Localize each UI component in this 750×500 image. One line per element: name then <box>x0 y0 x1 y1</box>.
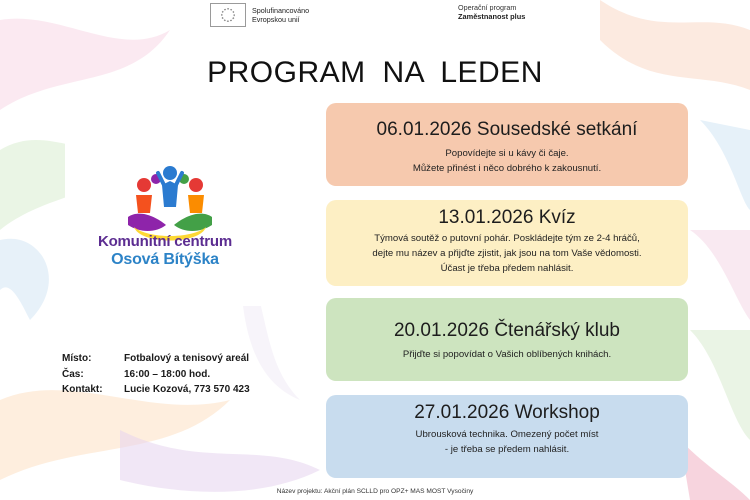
event-description: Popovídejte si u kávy či čaje. <box>445 148 569 159</box>
logo-name-line2: Osová Bítýška <box>111 251 219 268</box>
info-value: Lucie Kozová, 773 570 423 <box>124 384 250 395</box>
page-title: PROGRAM NA LEDEN <box>207 56 543 89</box>
op-text-line1: Operační program <box>458 3 517 12</box>
event-description: Týmová soutěž o putovní pohár. Poskládejte tým ze 2-4 hráčů, <box>374 233 640 244</box>
eu-star <box>233 14 235 16</box>
community-centre-logo <box>65 130 265 306</box>
eu-star <box>221 14 223 16</box>
info-label: Kontakt: <box>62 384 103 395</box>
eu-cofunding-logo <box>210 2 340 28</box>
eu-star <box>222 11 224 13</box>
logo-name-line1: Komunitní centrum <box>97 233 233 250</box>
event-card-workshop <box>326 395 688 478</box>
event-card-neighbours-meeting <box>326 103 688 186</box>
op-text-line2: Zaměstnanost plus <box>458 12 526 21</box>
eu-star <box>227 20 229 22</box>
eu-star <box>230 9 232 11</box>
event-card-book-club <box>326 298 688 381</box>
eu-star <box>233 11 235 13</box>
operational-programme-logo <box>458 3 568 21</box>
event-title: 13.01.2026 Kvíz <box>438 207 576 228</box>
event-title: 20.01.2026 Čtenářský klub <box>393 320 621 341</box>
eu-star <box>222 17 224 19</box>
info-row-time <box>62 367 250 383</box>
event-title: 06.01.2026 Sousedské setkání <box>376 119 638 140</box>
event-description: - je třeba se předem nahlásit. <box>444 444 570 455</box>
event-description: dejte mu název a přijďte zjistit, jak jsou na tom Vaše vědomosti. <box>372 248 642 259</box>
event-description: Můžete přinést i něco dobrého k zakousnutí. <box>412 163 602 174</box>
eu-text-line2: Evropskou unií <box>252 15 300 24</box>
eu-star <box>224 20 226 22</box>
info-row-contact <box>62 382 250 398</box>
info-value: 16:00 – 18:00 hod. <box>124 368 211 380</box>
eu-star <box>227 8 229 10</box>
info-row-place <box>62 351 250 367</box>
eu-text-line1: Spolufinancováno <box>252 6 310 15</box>
event-description: Účast je třeba předem nahlásit. <box>440 263 574 274</box>
event-card-quiz <box>326 200 688 286</box>
info-value: Fotbalový a tenisový areál <box>124 353 250 364</box>
info-label: Čas: <box>62 368 84 380</box>
info-label: Místo: <box>62 353 92 364</box>
eu-star <box>230 20 232 22</box>
event-info-block <box>62 351 250 398</box>
event-description: Přijďte si popovídat o Vašich oblíbených knihách. <box>402 349 612 360</box>
eu-star <box>224 9 226 11</box>
project-footer: Název projektu: Akční plán SCLLD pro OPZ+ MAS MOST Vysočiny <box>276 488 474 495</box>
eu-flag-icon <box>210 3 246 27</box>
event-description: Ubrousková technika. Omezený počet míst <box>415 429 599 440</box>
eu-star <box>233 17 235 19</box>
event-title: 27.01.2026 Workshop <box>414 402 600 423</box>
